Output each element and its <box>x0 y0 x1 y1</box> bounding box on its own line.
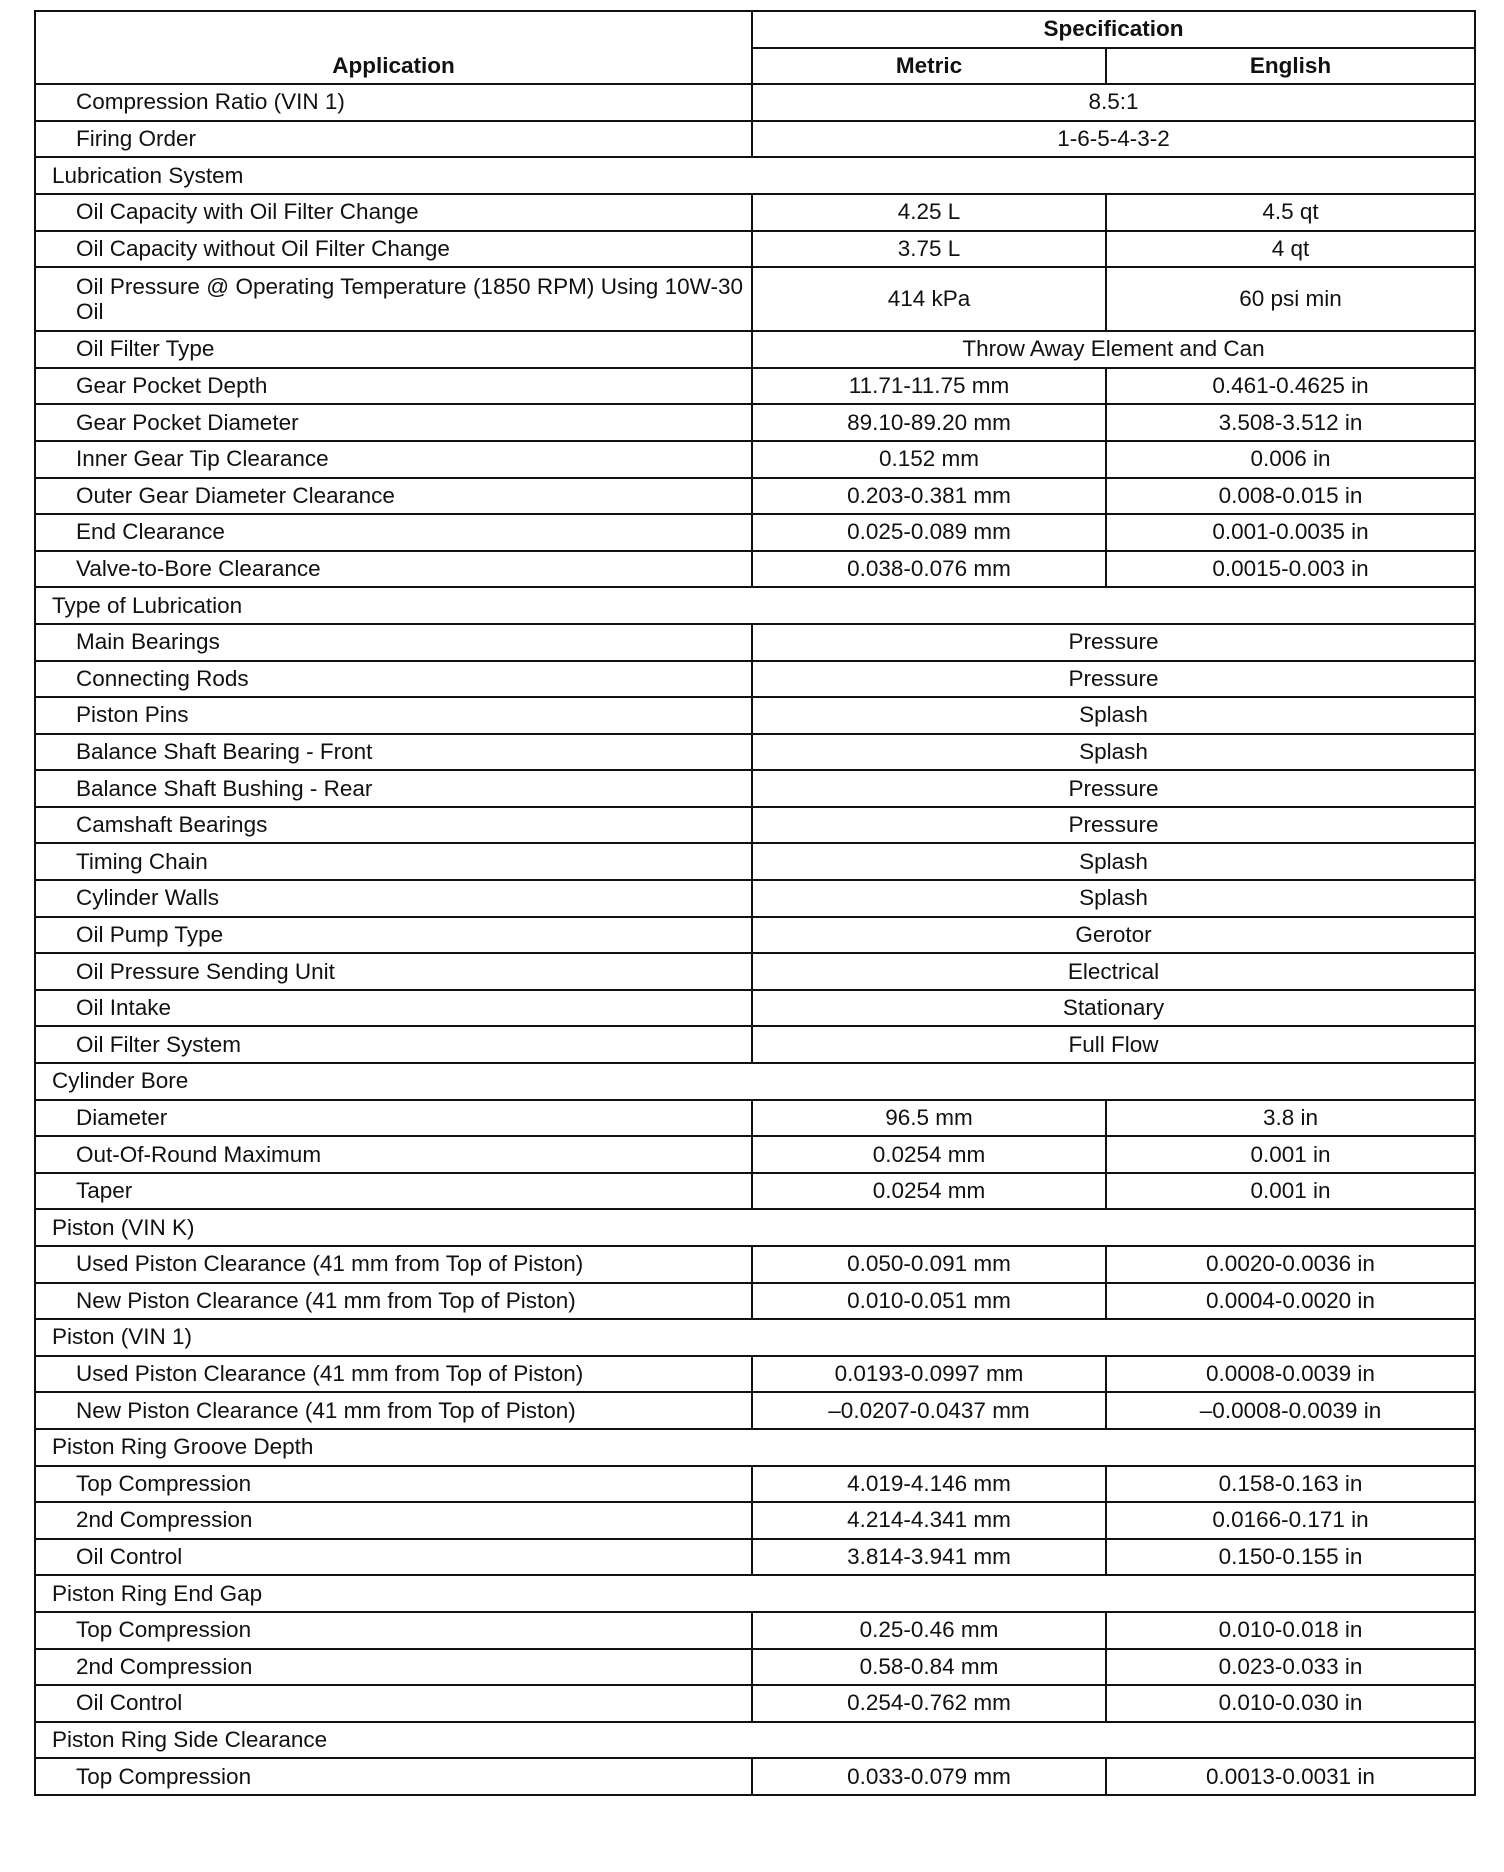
application-cell: Valve-to-Bore Clearance <box>35 551 752 588</box>
group-row <box>35 1575 1475 1612</box>
application-cell: Main Bearings <box>35 624 752 661</box>
specification-cell: Electrical <box>752 953 1475 990</box>
specification-cell: Gerotor <box>752 917 1475 954</box>
application-cell: Oil Filter Type <box>35 331 752 368</box>
english-cell: 0.0013-0.0031 in <box>1106 1758 1475 1795</box>
table-row <box>35 953 1475 990</box>
table-row <box>35 1612 1475 1649</box>
application-cell: Outer Gear Diameter Clearance <box>35 478 752 515</box>
table-row <box>35 1356 1475 1393</box>
application-cell: Used Piston Clearance (41 mm from Top of Piston) <box>35 1246 752 1283</box>
english-header: English <box>1106 48 1475 85</box>
table-row <box>35 231 1475 268</box>
table-row <box>35 1246 1475 1283</box>
table-row <box>35 1685 1475 1722</box>
group-heading: Type of Lubrication <box>35 587 1475 624</box>
application-cell: Oil Capacity without Oil Filter Change <box>35 231 752 268</box>
english-cell: 4 qt <box>1106 231 1475 268</box>
table-row <box>35 1026 1475 1063</box>
application-cell: Cylinder Walls <box>35 880 752 917</box>
table-row <box>35 1466 1475 1503</box>
application-header: Application <box>35 11 752 84</box>
application-cell: Oil Filter System <box>35 1026 752 1063</box>
english-cell: 0.023-0.033 in <box>1106 1649 1475 1686</box>
english-cell: 0.0004-0.0020 in <box>1106 1283 1475 1320</box>
metric-cell: 4.25 L <box>752 194 1106 231</box>
group-heading: Piston Ring Side Clearance <box>35 1722 1475 1759</box>
english-cell: 0.0008-0.0039 in <box>1106 1356 1475 1393</box>
metric-cell: 0.203-0.381 mm <box>752 478 1106 515</box>
metric-cell: 11.71-11.75 mm <box>752 368 1106 405</box>
english-cell: 0.0166-0.171 in <box>1106 1502 1475 1539</box>
table-row <box>35 624 1475 661</box>
specification-cell: 1-6-5-4-3-2 <box>752 121 1475 158</box>
application-cell: Oil Intake <box>35 990 752 1027</box>
table-row <box>35 1100 1475 1137</box>
english-cell: 4.5 qt <box>1106 194 1475 231</box>
metric-cell: 4.214-4.341 mm <box>752 1502 1106 1539</box>
metric-cell: 0.25-0.46 mm <box>752 1612 1106 1649</box>
group-heading: Piston (VIN K) <box>35 1209 1475 1246</box>
english-cell: 0.006 in <box>1106 441 1475 478</box>
table-row <box>35 1502 1475 1539</box>
table-row <box>35 1392 1475 1429</box>
metric-cell: 89.10-89.20 mm <box>752 404 1106 441</box>
application-cell: Connecting Rods <box>35 661 752 698</box>
english-cell: 0.010-0.030 in <box>1106 1685 1475 1722</box>
metric-cell: 3.75 L <box>752 231 1106 268</box>
group-row <box>35 1722 1475 1759</box>
group-row <box>35 1209 1475 1246</box>
application-cell: Timing Chain <box>35 843 752 880</box>
application-cell: Taper <box>35 1173 752 1210</box>
english-cell: 0.010-0.018 in <box>1106 1612 1475 1649</box>
table-row <box>35 697 1475 734</box>
table-row <box>35 478 1475 515</box>
metric-cell: 0.0254 mm <box>752 1173 1106 1210</box>
metric-cell: 0.038-0.076 mm <box>752 551 1106 588</box>
table-row <box>35 1283 1475 1320</box>
metric-cell: 0.050-0.091 mm <box>752 1246 1106 1283</box>
metric-cell: 0.254-0.762 mm <box>752 1685 1106 1722</box>
application-cell: Gear Pocket Depth <box>35 368 752 405</box>
metric-cell: 0.0193-0.0997 mm <box>752 1356 1106 1393</box>
metric-cell: –0.0207-0.0437 mm <box>752 1392 1106 1429</box>
specification-cell: Pressure <box>752 624 1475 661</box>
metric-cell: 4.019-4.146 mm <box>752 1466 1106 1503</box>
specification-cell: Pressure <box>752 770 1475 807</box>
specification-cell: 8.5:1 <box>752 84 1475 121</box>
group-row <box>35 1429 1475 1466</box>
specification-cell: Splash <box>752 880 1475 917</box>
specification-cell: Stationary <box>752 990 1475 1027</box>
english-cell: 0.0020-0.0036 in <box>1106 1246 1475 1283</box>
table-row <box>35 661 1475 698</box>
english-cell: –0.0008-0.0039 in <box>1106 1392 1475 1429</box>
group-row <box>35 1319 1475 1356</box>
table-row <box>35 121 1475 158</box>
metric-cell: 0.010-0.051 mm <box>752 1283 1106 1320</box>
header-row <box>35 11 1475 48</box>
application-cell: Oil Pump Type <box>35 917 752 954</box>
english-cell: 3.508-3.512 in <box>1106 404 1475 441</box>
english-cell: 3.8 in <box>1106 1100 1475 1137</box>
table-row <box>35 551 1475 588</box>
group-row <box>35 1063 1475 1100</box>
english-cell: 0.461-0.4625 in <box>1106 368 1475 405</box>
group-heading: Piston (VIN 1) <box>35 1319 1475 1356</box>
english-cell: 0.001 in <box>1106 1173 1475 1210</box>
table-row <box>35 807 1475 844</box>
english-cell: 0.001-0.0035 in <box>1106 514 1475 551</box>
application-cell: Inner Gear Tip Clearance <box>35 441 752 478</box>
metric-cell: 0.025-0.089 mm <box>752 514 1106 551</box>
application-cell: Firing Order <box>35 121 752 158</box>
application-cell: Gear Pocket Diameter <box>35 404 752 441</box>
application-cell: Oil Pressure Sending Unit <box>35 953 752 990</box>
metric-cell: 0.0254 mm <box>752 1136 1106 1173</box>
table-row <box>35 770 1475 807</box>
table-row <box>35 1539 1475 1576</box>
english-cell: 0.001 in <box>1106 1136 1475 1173</box>
group-heading: Piston Ring End Gap <box>35 1575 1475 1612</box>
specification-cell: Splash <box>752 843 1475 880</box>
application-cell: Compression Ratio (VIN 1) <box>35 84 752 121</box>
specification-cell: Pressure <box>752 807 1475 844</box>
table-row <box>35 194 1475 231</box>
application-cell: Out-Of-Round Maximum <box>35 1136 752 1173</box>
specification-cell: Full Flow <box>752 1026 1475 1063</box>
table-row <box>35 331 1475 368</box>
table-row <box>35 990 1475 1027</box>
specification-cell: Pressure <box>752 661 1475 698</box>
application-cell: New Piston Clearance (41 mm from Top of Piston) <box>35 1283 752 1320</box>
application-cell: Top Compression <box>35 1758 752 1795</box>
application-cell: Top Compression <box>35 1612 752 1649</box>
table-row <box>35 880 1475 917</box>
table-row <box>35 1758 1475 1795</box>
table-row <box>35 267 1475 331</box>
table-row <box>35 1173 1475 1210</box>
english-cell: 0.150-0.155 in <box>1106 1539 1475 1576</box>
application-cell: Used Piston Clearance (41 mm from Top of Piston) <box>35 1356 752 1393</box>
specification-header: Specification <box>752 11 1475 48</box>
table-row <box>35 404 1475 441</box>
table-row <box>35 368 1475 405</box>
application-cell: Camshaft Bearings <box>35 807 752 844</box>
metric-cell: 414 kPa <box>752 267 1106 331</box>
metric-cell: 3.814-3.941 mm <box>752 1539 1106 1576</box>
application-cell: Oil Pressure @ Operating Temperature (1850 RPM) Using 10W-30 Oil <box>35 267 752 331</box>
application-cell: End Clearance <box>35 514 752 551</box>
application-cell: New Piston Clearance (41 mm from Top of Piston) <box>35 1392 752 1429</box>
application-cell: Piston Pins <box>35 697 752 734</box>
metric-cell: 0.58-0.84 mm <box>752 1649 1106 1686</box>
specification-cell: Splash <box>752 697 1475 734</box>
application-cell: 2nd Compression <box>35 1502 752 1539</box>
metric-cell: 0.152 mm <box>752 441 1106 478</box>
table-header <box>35 11 1475 84</box>
application-cell: 2nd Compression <box>35 1649 752 1686</box>
english-cell: 0.008-0.015 in <box>1106 478 1475 515</box>
table-body <box>35 84 1475 1795</box>
english-cell: 0.0015-0.003 in <box>1106 551 1475 588</box>
table-row <box>35 514 1475 551</box>
spec-table <box>34 10 1476 1796</box>
table-row <box>35 734 1475 771</box>
table-row <box>35 1649 1475 1686</box>
table-row <box>35 441 1475 478</box>
group-heading: Piston Ring Groove Depth <box>35 1429 1475 1466</box>
metric-cell: 0.033-0.079 mm <box>752 1758 1106 1795</box>
application-cell: Diameter <box>35 1100 752 1137</box>
group-row <box>35 587 1475 624</box>
table-row <box>35 843 1475 880</box>
specification-cell: Splash <box>752 734 1475 771</box>
application-cell: Oil Control <box>35 1685 752 1722</box>
table-row <box>35 917 1475 954</box>
english-cell: 0.158-0.163 in <box>1106 1466 1475 1503</box>
application-cell: Balance Shaft Bushing - Rear <box>35 770 752 807</box>
group-heading: Cylinder Bore <box>35 1063 1475 1100</box>
metric-header: Metric <box>752 48 1106 85</box>
group-row <box>35 157 1475 194</box>
application-cell: Oil Capacity with Oil Filter Change <box>35 194 752 231</box>
application-cell: Oil Control <box>35 1539 752 1576</box>
specification-cell: Throw Away Element and Can <box>752 331 1475 368</box>
table-row <box>35 1136 1475 1173</box>
table-row <box>35 84 1475 121</box>
metric-cell: 96.5 mm <box>752 1100 1106 1137</box>
group-heading: Lubrication System <box>35 157 1475 194</box>
english-cell: 60 psi min <box>1106 267 1475 331</box>
application-cell: Balance Shaft Bearing - Front <box>35 734 752 771</box>
application-cell: Top Compression <box>35 1466 752 1503</box>
